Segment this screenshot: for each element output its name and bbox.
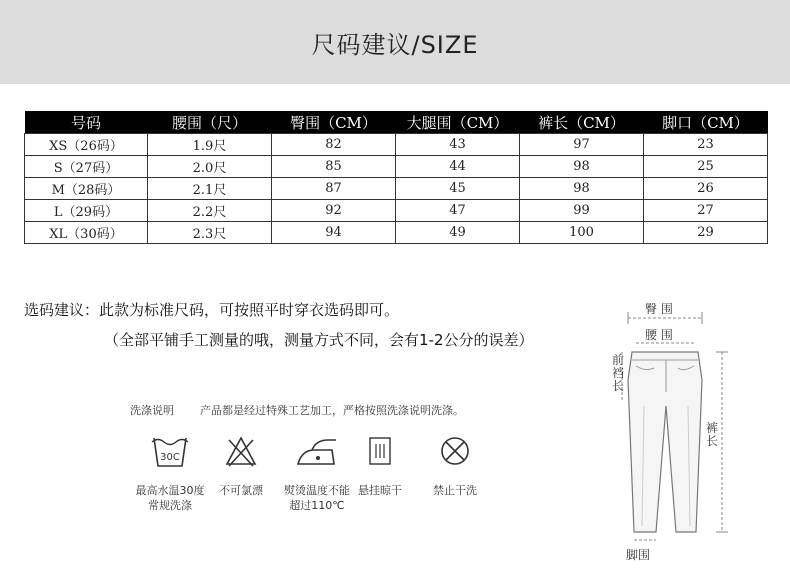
table-cell: 85 <box>272 156 396 178</box>
table-cell: 27 <box>644 200 768 222</box>
column-header: 臀围（CM） <box>272 111 396 134</box>
column-header: 裤长（CM） <box>520 111 644 134</box>
table-cell: 94 <box>272 222 396 244</box>
table-cell: 26 <box>644 178 768 200</box>
column-header: 腰围（尺） <box>148 111 272 134</box>
wash-30-icon <box>140 430 200 474</box>
table-header-row <box>25 111 768 134</box>
table-cell: XL（30码） <box>25 222 148 244</box>
care-label-hang-dry: 悬挂晾干 <box>358 484 402 497</box>
column-header: 脚口（CM） <box>644 111 768 134</box>
hang-dry-icon <box>350 430 410 474</box>
table-cell: 87 <box>272 178 396 200</box>
table-cell: 25 <box>644 156 768 178</box>
table-cell: 98 <box>520 156 644 178</box>
table-cell: 43 <box>396 134 520 156</box>
iron-icon <box>288 430 348 474</box>
table-cell: 29 <box>644 222 768 244</box>
no-dry-clean-icon <box>425 430 485 474</box>
pants-diagram <box>600 296 780 566</box>
column-header: 号码 <box>25 111 148 134</box>
hem-label: 脚围 <box>626 548 651 562</box>
table-cell: 100 <box>520 222 644 244</box>
care-title: 洗涤说明 <box>130 404 174 417</box>
table-cell: 23 <box>644 134 768 156</box>
table-cell: 2.1尺 <box>148 178 272 200</box>
table-cell: 47 <box>396 200 520 222</box>
table-row <box>25 134 768 156</box>
table-row <box>25 156 768 178</box>
care-label-no-dry-clean: 禁止干洗 <box>433 484 477 497</box>
size-table <box>24 111 768 244</box>
table-cell: 1.9尺 <box>148 134 272 156</box>
table-cell: L（29码） <box>25 200 148 222</box>
hip-label: 臀 围 <box>645 302 673 316</box>
table-cell: 98 <box>520 178 644 200</box>
table-row <box>25 200 768 222</box>
no-bleach-icon <box>211 430 271 474</box>
pants-illustration <box>600 296 780 566</box>
care-label-iron: 熨烫温度不能 超过110℃ <box>284 484 350 512</box>
care-label-no-bleach: 不可氯漂 <box>219 484 263 497</box>
table-row <box>25 222 768 244</box>
table-cell: 2.2尺 <box>148 200 272 222</box>
care-label-wash: 最高水温30度 常规洗涤 <box>135 484 205 512</box>
column-header: 大腿围（CM） <box>396 111 520 134</box>
table-cell: 92 <box>272 200 396 222</box>
measurement-note: （全部平铺手工测量的哦，测量方式不同，会有1-2公分的误差） <box>104 331 534 349</box>
table-row <box>25 178 768 200</box>
table-cell: 44 <box>396 156 520 178</box>
table-cell: 45 <box>396 178 520 200</box>
title-banner <box>0 0 790 84</box>
table-cell: 2.0尺 <box>148 156 272 178</box>
waist-label: 腰 围 <box>645 328 673 342</box>
table-cell: XS（26码） <box>25 134 148 156</box>
table-cell: 82 <box>272 134 396 156</box>
size-advice: 选码建议：此款为标准尺码，可按照平时穿衣选码即可。 <box>24 301 400 319</box>
table-cell: 2.3尺 <box>148 222 272 244</box>
wash-temp-text: 30C <box>160 452 180 463</box>
length-label: 裤 长 <box>706 421 719 448</box>
page-title: 尺码建议/SIZE <box>311 30 479 59</box>
table-cell: 99 <box>520 200 644 222</box>
table-cell: 49 <box>396 222 520 244</box>
front-rise-label: 前 裆 长 <box>612 353 625 393</box>
table-cell: S（27码） <box>25 156 148 178</box>
care-description: 产品都是经过特殊工艺加工，严格按照洗涤说明洗涤。 <box>200 404 464 417</box>
table-cell: 97 <box>520 134 644 156</box>
table-cell: M（28码） <box>25 178 148 200</box>
